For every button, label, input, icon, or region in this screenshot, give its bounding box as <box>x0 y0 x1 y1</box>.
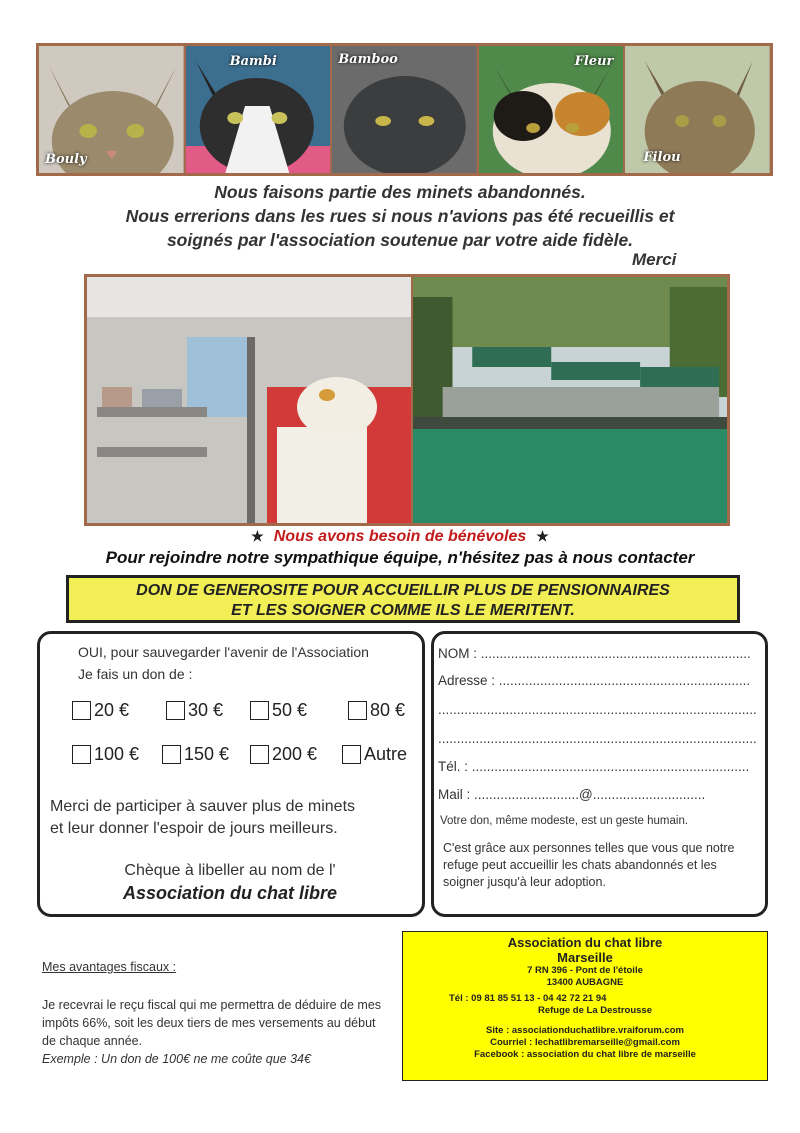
org-name: Association du chat libre <box>507 935 663 950</box>
cat-photo-bouly <box>39 46 184 173</box>
address-line-1: 7 RN 396 - Pont de l'étoile <box>527 965 643 976</box>
contact-box <box>402 931 768 1081</box>
exterior-photo <box>413 277 727 523</box>
interior-photo <box>87 277 411 523</box>
checkbox[interactable] <box>166 701 185 720</box>
fiscal-example: Exemple : Un don de 100€ ne me coûte que 34€ <box>42 1052 311 1066</box>
donation-intro-line-2: Je fais un don de : <box>78 666 193 682</box>
fiscal-body: Je recevrai le reçu fiscal qui me permettra de déduire de mes impôts 66%, soit les deux tiers de mes versements au début de chaque année. <box>42 998 382 1048</box>
checkbox[interactable] <box>250 745 269 764</box>
amount-option[interactable]: Autre <box>342 744 407 765</box>
cat-name: Bamboo <box>338 52 398 67</box>
amount-option[interactable]: 50 € <box>250 700 342 721</box>
refuge-text: C'est grâce aux personnes telles que vous que notre refuge peut accueillir les chats abandonnés et les soigner jusqu'à leur adoption. <box>443 841 735 889</box>
address-line-2-field[interactable]: ..................................................................................... <box>438 702 757 717</box>
intro-line-1: Nous faisons partie des minets abandonnés. <box>214 182 586 202</box>
donation-banner-line-2: ET LES SOIGNER COMME ILS LE MERITENT. <box>231 602 575 619</box>
cat-photo-filou <box>625 46 770 173</box>
star-icon: ★ <box>251 528 264 544</box>
refuge-name: Refuge de La Destrousse <box>537 1005 653 1016</box>
thanks-text: Merci de participer à sauver plus de minets et leur donner l'espoir de jours meilleurs. <box>50 798 356 837</box>
checkbox[interactable] <box>72 701 91 720</box>
amount-option[interactable]: 80 € <box>348 700 405 721</box>
star-icon: ★ <box>536 528 549 544</box>
intro-line-2: Nous errerions dans les rues si nous n'avions pas été recueillis et <box>125 206 675 226</box>
donation-banner-line-1: DON DE GENEROSITE POUR ACCUEILLIR PLUS DE PENSIONNAIRES <box>136 582 670 599</box>
cat-photo-banner <box>36 43 773 176</box>
amount-option[interactable]: 20 € <box>72 700 160 721</box>
address-line-2: 13400 AUBAGNE <box>546 977 624 988</box>
donation-intro-line-1: OUI, pour sauvegarder l'avenir de l'Association <box>78 644 369 660</box>
cat-photo-bambi <box>186 46 331 173</box>
amount-option[interactable]: 150 € <box>162 744 244 765</box>
donation-intro <box>78 641 369 685</box>
amount-option[interactable]: 30 € <box>166 700 244 721</box>
website-link[interactable]: Site : associationduchatlibre.vraiforum.com <box>486 1025 684 1036</box>
donation-banner <box>66 575 740 623</box>
amount-row-1 <box>72 700 411 721</box>
amount-option[interactable]: 200 € <box>250 744 336 765</box>
volunteers-need <box>0 528 800 546</box>
name-field[interactable]: NOM : ........................................................................ <box>438 646 751 661</box>
phone-field[interactable]: Tél. : .......................................................................... <box>438 759 750 774</box>
email-field[interactable]: Mail : ............................@.............................. <box>438 787 706 802</box>
amount-option[interactable]: 100 € <box>72 744 156 765</box>
address-line-3-field[interactable]: ..................................................................................... <box>438 731 757 746</box>
checkbox[interactable] <box>250 701 269 720</box>
cat-name: Bambi <box>229 54 277 69</box>
phone-numbers: Tél : 09 81 85 51 13 - 04 42 72 21 94 <box>449 993 607 1004</box>
amount-row-2 <box>72 744 413 765</box>
checkbox[interactable] <box>348 701 367 720</box>
fiscal-section <box>42 958 382 1068</box>
gesture-note: Votre don, même modeste, est un geste humain. <box>440 815 689 827</box>
checkbox[interactable] <box>72 745 91 764</box>
checkbox[interactable] <box>162 745 181 764</box>
cat-name: Bouly <box>45 152 87 167</box>
org-city: Marseille <box>557 950 613 965</box>
intro-line-3: soignés par l'association soutenue par votre aide fidèle. <box>166 230 634 250</box>
cat-name: Fleur <box>574 54 614 69</box>
address-field[interactable]: Adresse : ................................................................... <box>438 673 751 688</box>
cat-photo-bamboo <box>332 46 477 173</box>
cat-photo-fleur <box>479 46 624 173</box>
facebook-link[interactable]: Facebook : association du chat libre de marseille <box>474 1049 696 1060</box>
payee-name: Association du chat libre <box>122 883 338 903</box>
checkbox[interactable] <box>342 745 361 764</box>
fiscal-heading: Mes avantages fiscaux : <box>42 960 177 974</box>
refuge-photos <box>84 274 730 526</box>
cheque-instruction: Chèque à libeller au nom de l' Association du chat libre <box>122 862 338 903</box>
volunteers-heading: Nous avons besoin de bénévoles <box>273 528 527 545</box>
cat-name: Filou <box>643 150 681 165</box>
email-link[interactable]: Courriel : lechatlibremarseille@gmail.com <box>490 1037 680 1048</box>
merci-signature: Merci <box>632 250 677 269</box>
volunteers-join: Pour rejoindre notre sympathique équipe, n'hésitez pas à nous contacter <box>105 548 695 567</box>
